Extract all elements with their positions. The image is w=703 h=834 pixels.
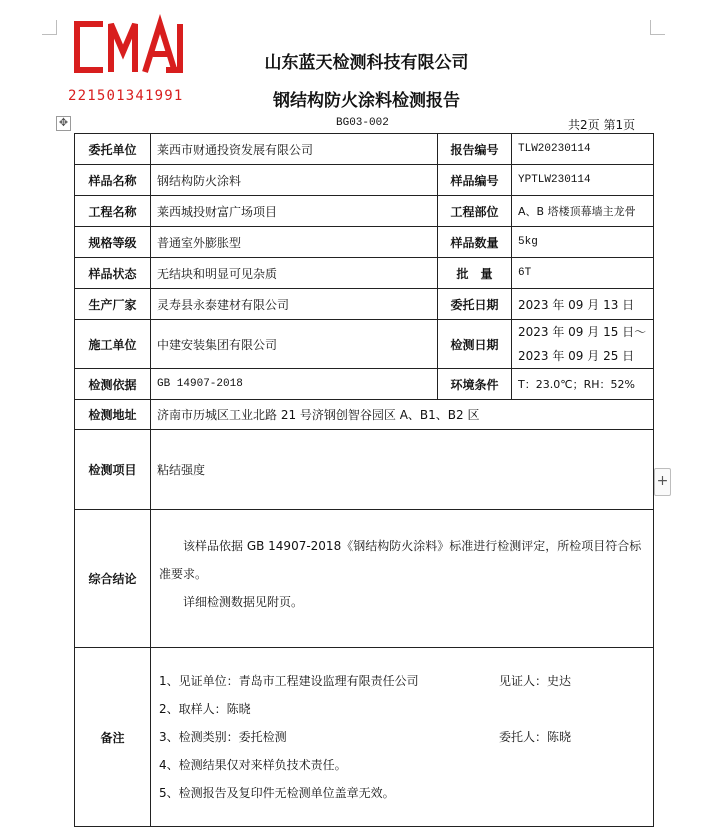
basis-value: GB 14907-2018 (151, 369, 438, 400)
remark-item (159, 723, 645, 751)
sample-no-value: YPTLW230114 (512, 165, 654, 196)
address-label: 检测地址 (75, 400, 151, 430)
sample-name-label: 样品名称 (75, 165, 151, 196)
quantity-value: 5kg (512, 227, 654, 258)
sample-name-value: 钢结构防火涂料 (151, 165, 438, 196)
company-name: 山东蓝天检测科技有限公司 (264, 53, 469, 73)
test-date-label: 检测日期 (438, 320, 512, 369)
table-row (75, 510, 654, 648)
remark-item: 5、检测报告及复印件无检测单位盖章无效。 (159, 786, 395, 800)
constructor-value: 中建安装集团有限公司 (151, 320, 438, 369)
grade-value: 普通室外膨胀型 (151, 227, 438, 258)
report-no-label: 报告编号 (438, 134, 512, 165)
project-label: 工程名称 (75, 196, 151, 227)
quantity-label: 样品数量 (438, 227, 512, 258)
project-part-value: A、B 塔楼顶幕墙主龙骨 (512, 196, 654, 227)
state-value: 无结块和明显可见杂质 (151, 258, 438, 289)
conclusion-note: 详细检测数据见附页。 (183, 594, 304, 609)
batch-value: 6T (512, 258, 654, 289)
entrust-date-label: 委托日期 (438, 289, 512, 320)
project-part-label: 工程部位 (438, 196, 512, 227)
client-label: 委托单位 (75, 134, 151, 165)
remark-witness: 见证人：史达 (499, 674, 572, 688)
remark-witness-unit: 1、见证单位：青岛市工程建设监理有限责任公司 (159, 674, 419, 688)
conclusion-label: 综合结论 (75, 510, 151, 648)
maker-label: 生产厂家 (75, 289, 151, 320)
remark-item: 4、检测结果仅对来样负技术责任。 (159, 758, 347, 772)
report-code: BG03-002 (336, 117, 389, 129)
remark-entrust-person: 委托人：陈晓 (499, 730, 572, 744)
constructor-label: 施工单位 (75, 320, 151, 369)
items-value: 粘结强度 (151, 430, 654, 510)
table-row (75, 400, 654, 430)
table-move-handle-icon[interactable]: ✥ (56, 116, 71, 131)
conclusion-value (151, 510, 654, 648)
crop-mark-top-left (42, 20, 57, 35)
address-value: 济南市历城区工业北路 21 号济钢创智谷园区 A、B1、B2 区 (151, 400, 654, 430)
table-row (75, 196, 654, 227)
report-no-value: TLW20230114 (512, 134, 654, 165)
state-label: 样品状态 (75, 258, 151, 289)
table-row (75, 165, 654, 196)
cert-number: 221501341991 (68, 88, 184, 104)
items-label: 检测项目 (75, 430, 151, 510)
remark-item: 2、取样人：陈晓 (159, 702, 251, 716)
table-row (75, 134, 654, 165)
crop-mark-top-right (650, 20, 665, 35)
batch-label: 批 量 (438, 258, 512, 289)
grade-label: 规格等级 (75, 227, 151, 258)
table-row (75, 227, 654, 258)
remark-test-type: 3、检测类别：委托检测 (159, 730, 287, 744)
table-row (75, 258, 654, 289)
test-date-start: 2023 年 09 月 15 日～ (518, 325, 647, 339)
test-date-value (512, 320, 654, 369)
test-date-end: 2023 年 09 月 25 日 (518, 349, 635, 363)
sample-no-label: 样品编号 (438, 165, 512, 196)
table-row (75, 369, 654, 400)
remarks-value (151, 648, 654, 827)
project-value: 莱西城投财富广场项目 (151, 196, 438, 227)
table-row (75, 289, 654, 320)
maker-value: 灵寿县永泰建材有限公司 (151, 289, 438, 320)
table-row (75, 648, 654, 827)
basis-label: 检测依据 (75, 369, 151, 400)
entrust-date-value: 2023 年 09 月 13 日 (512, 289, 654, 320)
env-label: 环境条件 (438, 369, 512, 400)
remark-item (159, 667, 645, 695)
client-value: 莱西市财通投资发展有限公司 (151, 134, 438, 165)
report-table (74, 133, 654, 827)
table-row (75, 430, 654, 510)
env-value: T：23.0℃；RH：52% (512, 369, 654, 400)
remarks-label: 备注 (75, 648, 151, 827)
report-title: 钢结构防火涂料检测报告 (273, 91, 460, 111)
page-info: 共2页 第1页 (568, 118, 636, 132)
add-row-button[interactable]: + (654, 468, 671, 496)
conclusion-text: 该样品依据 GB 14907-2018《钢结构防火涂料》标准进行检测评定，所检项目符合标准要求。 (159, 538, 642, 581)
table-row (75, 320, 654, 369)
